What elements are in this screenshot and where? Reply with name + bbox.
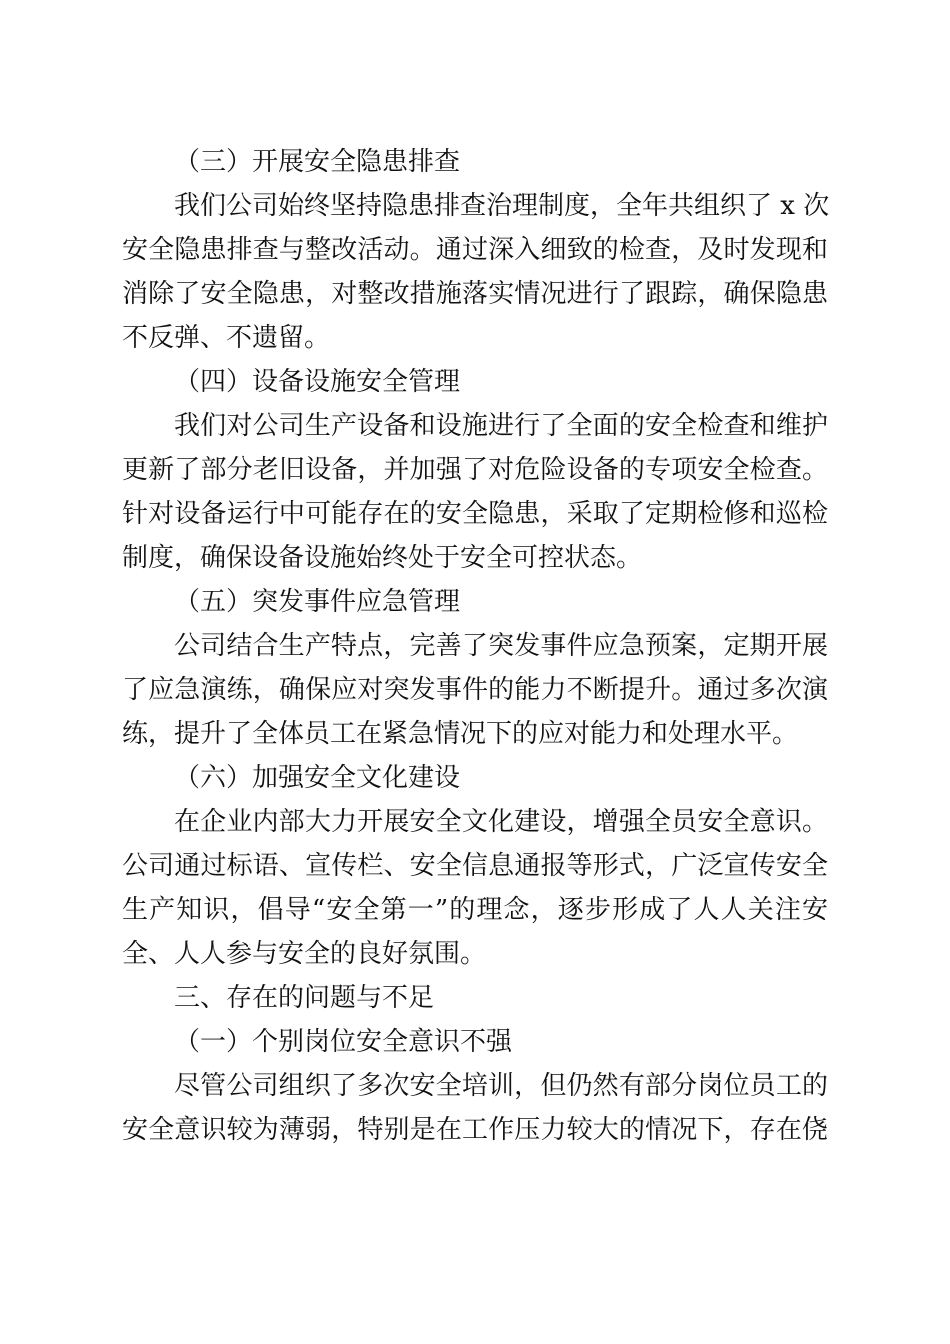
paragraph-equipment <box>122 404 828 580</box>
paragraph-line: 尽管公司组织了多次安全培训，但仍然有部分岗位员工的 <box>174 1071 828 1101</box>
paragraph-line: 了应急演练，确保应对突发事件的能力不断提升。通过多次演 <box>122 675 828 705</box>
paragraph-line: 不反弹、不遗留。 <box>122 323 331 353</box>
paragraph-line: 制度，确保设备设施始终处于安全可控状态。 <box>122 543 643 573</box>
paragraph-line: 练，提升了全体员工在紧急情况下的应对能力和处理水平。 <box>122 719 799 749</box>
paragraph-line: 我们对公司生产设备和设施进行了全面的安全检查和维护 <box>174 411 828 441</box>
document-body <box>122 140 828 1152</box>
paragraph-line: 我们公司始终坚持隐患排查治理制度，全年共组织了 x 次 <box>174 191 830 221</box>
subheading-equipment: （四）设备设施安全管理 <box>174 367 461 397</box>
subheading-inspection: （三）开展安全隐患排查 <box>174 147 461 177</box>
paragraph-inspection <box>122 184 828 360</box>
paragraph-line: 更新了部分老旧设备，并加强了对危险设备的专项安全检查。 <box>122 455 828 485</box>
subheading-culture: （六）加强安全文化建设 <box>174 763 461 793</box>
paragraph-line: 全、人人参与安全的良好氛围。 <box>122 939 487 969</box>
paragraph-line: 安全意识较为薄弱，特别是在工作压力较大的情况下，存在侥 <box>122 1115 828 1145</box>
paragraph-line: 公司通过标语、宣传栏、安全信息通报等形式，广泛宣传安全 <box>122 851 828 881</box>
paragraph-line: 针对设备运行中可能存在的安全隐患，采取了定期检修和巡检 <box>122 499 828 529</box>
paragraph-culture <box>122 800 828 976</box>
paragraph-line: 安全隐患排查与整改活动。通过深入细致的检查，及时发现和 <box>122 235 828 265</box>
paragraph-line: 公司结合生产特点，完善了突发事件应急预案，定期开展 <box>174 631 828 661</box>
paragraph-line: 在企业内部大力开展安全文化建设，增强全员安全意识。 <box>174 807 828 837</box>
paragraph-awareness <box>122 1064 828 1152</box>
paragraph-line: 生产知识，倡导“安全第一”的理念，逐步形成了人人关注安 <box>122 895 828 925</box>
subheading-emergency: （五）突发事件应急管理 <box>174 587 461 617</box>
paragraph-line: 消除了安全隐患，对整改措施落实情况进行了跟踪，确保隐患 <box>122 279 828 309</box>
subheading-awareness: （一）个别岗位安全意识不强 <box>174 1027 513 1057</box>
paragraph-emergency <box>122 624 828 756</box>
section-heading-problems: 三、存在的问题与不足 <box>174 983 435 1013</box>
